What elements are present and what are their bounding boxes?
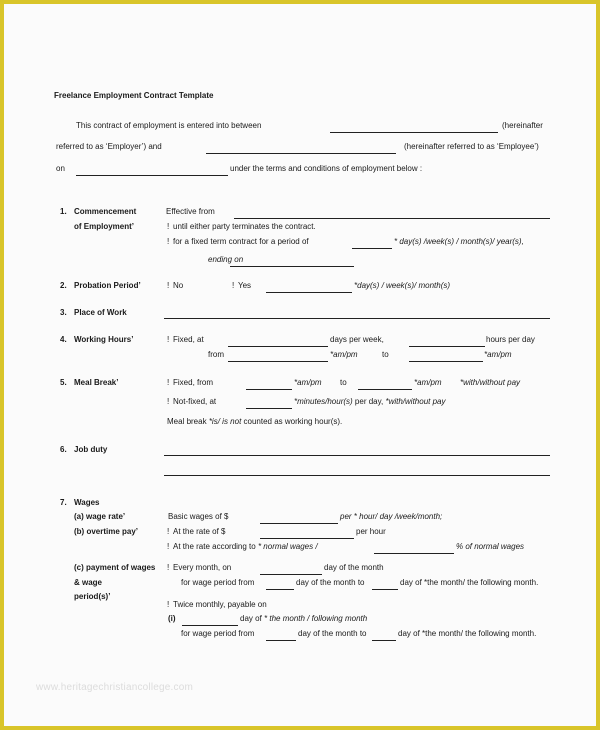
fixed-term-period-blank[interactable] [352, 248, 392, 249]
basic-wages-blank[interactable] [260, 523, 338, 524]
place-of-work-blank[interactable] [164, 318, 550, 319]
sub-item-label: (i) [168, 614, 176, 623]
ending-on-label: ending on [208, 255, 244, 264]
ampm-label: *am/pm [294, 378, 322, 387]
employee-name-blank[interactable] [206, 153, 396, 154]
checkbox-icon: ! [167, 237, 170, 246]
day-of-month-label: day of the month [324, 563, 384, 572]
overtime-rate-blank[interactable] [260, 538, 354, 539]
overtime-rate-option[interactable]: ! At the rate of $ [167, 527, 226, 536]
intro-text: under the terms and conditions of employment below : [230, 164, 423, 173]
section-number: 2. [60, 281, 67, 290]
period-start-blank[interactable] [266, 640, 296, 641]
probation-units: *day(s) / week(s)/ month(s) [354, 281, 451, 290]
wage-period-label: for wage period from [181, 578, 255, 587]
working-hours-fixed-option[interactable]: ! Fixed, at [167, 335, 204, 344]
ampm-label: *am/pm [330, 350, 358, 359]
checkbox-icon: ! [167, 397, 170, 406]
effective-date-blank[interactable] [234, 218, 550, 219]
employer-name-blank[interactable] [330, 132, 498, 133]
checkbox-icon: ! [167, 527, 170, 536]
watermark: www.heritagechristiancollege.com [36, 682, 194, 693]
day-of-month-label: day of the month to [296, 578, 365, 587]
every-month-option[interactable]: ! Every month, on [167, 563, 232, 572]
section-label: Working Hours’ [74, 335, 134, 344]
section-label: Place of Work [74, 308, 127, 317]
payment-of-wages-label: (c) payment of wages [74, 563, 156, 572]
section-number: 7. [60, 498, 67, 507]
option-until-terminated[interactable]: ! until either party terminates the contract. [167, 222, 316, 231]
ampm-label: *am/pm [484, 350, 512, 359]
section-number: 3. [60, 308, 67, 317]
pay-option-label: *with/without pay [460, 378, 521, 387]
month-option-label: day of *the month/ the following month. [398, 629, 537, 638]
meal-start-blank[interactable] [246, 389, 292, 390]
checkbox-icon: ! [167, 600, 170, 609]
percent-label: % of normal wages [456, 542, 525, 551]
meal-break-notfixed-option[interactable]: ! Not-fixed, at [167, 397, 217, 406]
day-of-month-label: day of the month to [298, 629, 367, 638]
to-label: to [382, 350, 389, 359]
period-start-blank[interactable] [266, 589, 294, 590]
probation-yes-option[interactable]: ! Yes [232, 281, 252, 290]
ending-date-blank[interactable] [230, 266, 354, 267]
section-number: 5. [60, 378, 67, 387]
effective-from-label: Effective from [166, 207, 215, 216]
from-label: from [208, 350, 224, 359]
meal-duration-label: *minutes/hour(s) per day, *with/without pay [294, 397, 446, 406]
wage-rate-label: (a) wage rate’ [74, 512, 126, 521]
section-label: Wages [74, 498, 100, 507]
probation-period-blank[interactable] [266, 292, 352, 293]
section-label: Job duty [74, 445, 108, 454]
section-label: of Employment’ [74, 222, 135, 231]
document-page [4, 4, 596, 726]
ampm-label: *am/pm [414, 378, 442, 387]
period-end-blank[interactable] [372, 589, 398, 590]
intro-text: (hereinafter [502, 121, 543, 130]
payment-of-wages-label: period(s)’ [74, 592, 111, 601]
checkbox-icon: ! [232, 281, 235, 290]
to-label: to [340, 378, 347, 387]
checkbox-icon: ! [167, 378, 170, 387]
days-per-week-blank[interactable] [228, 346, 328, 347]
intro-text: referred to as ‘Employer’) and [56, 142, 162, 151]
per-hour-label: per hour [356, 527, 386, 536]
end-time-blank[interactable] [409, 361, 483, 362]
payment-of-wages-label: & wage [74, 578, 103, 587]
section-number: 1. [60, 207, 67, 216]
intro-text: This contract of employment is entered into between [76, 121, 262, 130]
period-units: * day(s) /week(s) / month(s)/ year(s), [394, 237, 524, 246]
overtime-percent-blank[interactable] [374, 553, 454, 554]
probation-no-option[interactable]: ! No [167, 281, 184, 290]
month-option-label: day of *the month/ the following month. [400, 578, 539, 587]
section-label: Meal Break’ [74, 378, 119, 387]
wage-period-label: for wage period from [181, 629, 255, 638]
start-time-blank[interactable] [228, 361, 328, 362]
overtime-pay-label: (b) overtime pay’ [74, 527, 139, 536]
meal-end-blank[interactable] [358, 389, 412, 390]
checkbox-icon: ! [167, 281, 170, 290]
period-end-blank[interactable] [372, 640, 396, 641]
days-per-week-label: days per week, [330, 335, 384, 344]
hours-per-day-label: hours per day [486, 335, 535, 344]
checkbox-icon: ! [167, 542, 170, 551]
job-duty-blank[interactable] [164, 475, 550, 476]
checkbox-icon: ! [167, 335, 170, 344]
job-duty-blank[interactable] [164, 455, 550, 456]
checkbox-icon: ! [167, 563, 170, 572]
meal-duration-blank[interactable] [246, 408, 292, 409]
section-label: Commencement [74, 207, 137, 216]
section-label: Probation Period’ [74, 281, 141, 290]
option-fixed-term[interactable]: ! for a fixed term contract for a period of [167, 237, 309, 246]
overtime-percent-option[interactable]: ! At the rate according to * normal wages / [167, 542, 318, 551]
meal-break-fixed-option[interactable]: ! Fixed, from [167, 378, 214, 387]
hours-per-day-blank[interactable] [409, 346, 485, 347]
intro-text: on [56, 164, 65, 173]
section-number: 6. [60, 445, 67, 454]
basic-wages-units: per * hour/ day /week/month; [340, 512, 443, 521]
meal-break-note: Meal break *is/ is not counted as working hour(s). [167, 417, 343, 426]
basic-wages-label: Basic wages of $ [168, 512, 229, 521]
pay-day-blank[interactable] [260, 574, 322, 575]
twice-monthly-option[interactable]: ! Twice monthly, payable on [167, 600, 267, 609]
section-number: 4. [60, 335, 67, 344]
intro-text: (hereinafter referred to as ‘Employee’) [404, 142, 539, 151]
document-title: Freelance Employment Contract Template [54, 91, 214, 100]
contract-date-blank[interactable] [76, 175, 228, 176]
day-of-label: day of * the month / following month [240, 614, 368, 623]
twice-pay-day-blank[interactable] [182, 625, 238, 626]
checkbox-icon: ! [167, 222, 170, 231]
